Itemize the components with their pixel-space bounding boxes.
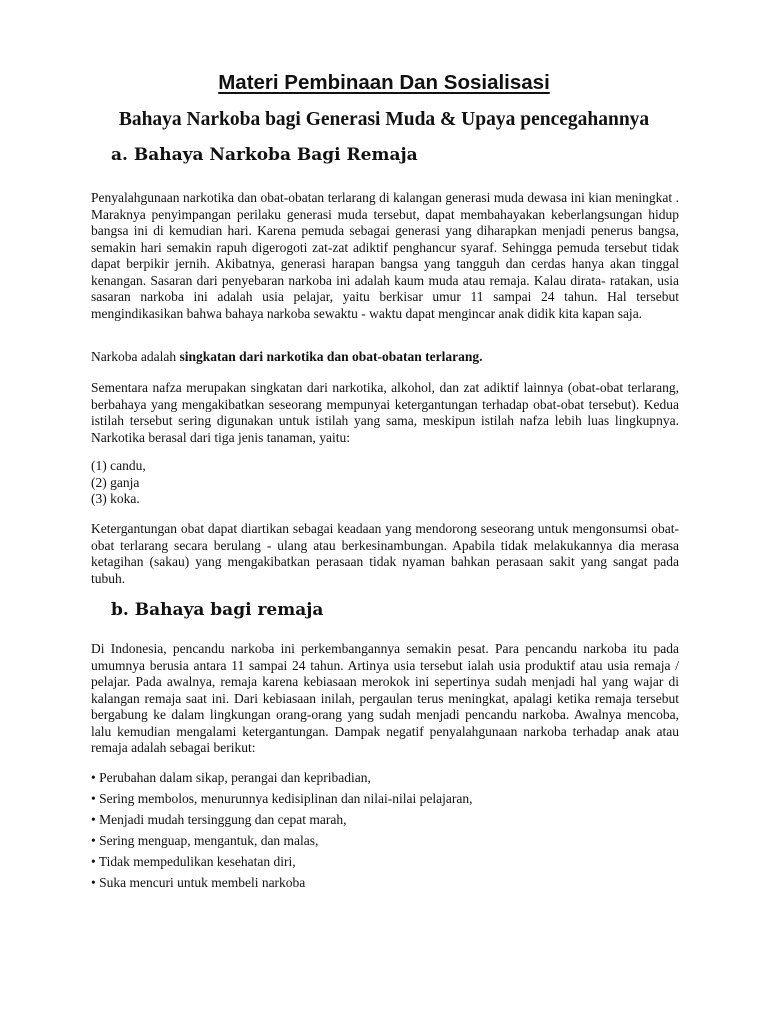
effects-list [91,767,473,893]
plant-item: (2) ganja [91,474,140,490]
document-subtitle: Bahaya Narkoba bagi Generasi Muda & Upaya pencegahannya [118,109,650,130]
definition-prefix: Narkoba adalah [91,349,180,364]
effect-item: • Menjadi mudah tersinggung dan cepat marah, [91,812,347,827]
section-a-paragraph-3: Ketergantungan obat dapat diartikan sebagai keadaan yang mendorong seseorang untuk mengonsumsi obat-obat terlarang secara berulang - ulang atau berkesinambungan. Apabila tidak melakukannya dia merasa ketagihan (sakau) yang mengakibatkan perasaan tidak nyaman bahkan perasaan sakit yang sangat pada tubuh. [91,521,679,586]
effect-item: • Perubahan dalam sikap, perangai dan kepribadian, [91,770,371,785]
plant-item: (1) candu, [91,458,146,473]
effect-item: • Tidak mempedulikan kesehatan diri, [91,854,296,869]
section-b-paragraph: Di Indonesia, pencandu narkoba ini perkembangannya semakin pesat. Para pencandu narkoba itu pada umumnya berusia antara 11 sampai 24 tahun. Artinya usia tersebut ialah usia produktif atau usia remaja / pelajar. Pada awalnya, remaja karena kebiasaan merokok ini sepertinya sudah menjadi hal yang wajar di kalangan remaja saat ini. Dari kebiasaan inilah, pergaulan terus meningkat, apalagi ketika remaja tersebut bergabung ke dalam lingkungan orang-orang yang sudah menjadi pencandu narkoba. Awalnya mencoba, lalu kemudian mengalami ketergantungan. Dampak negatif penyalahgunaan narkoba terhadap anak atau remaja adalah sebagai berikut: [91,641,679,755]
effect-item: • Sering membolos, menurunnya kedisiplinan dan nilai-nilai pelajaran, [91,791,473,806]
effect-item: • Suka mencuri untuk membeli narkoba [91,875,306,890]
plant-item: (3) koka. [91,491,140,506]
effect-item: • Sering menguap, mengantuk, dan malas, [91,833,319,848]
narkoba-definition [91,349,679,366]
definition-bold: singkatan dari narkotika dan obat-obatan terlarang. [179,349,483,364]
section-b-heading: b. Bahaya bagi remaja [111,600,324,620]
section-a-paragraph-2: Sementara nafza merupakan singkatan dari narkotika, alkohol, dan zat adiktif lainnya (obat-obat terlarang, berbahaya yang mengakibatkan seseorang mempunyai ketergantungan terhadap obat-obat tersebut). Kedua istilah tersebut sering digunakan untuk istilah yang sama, meskipun istilah nafza lebih luas lingkupnya. Narkotika berasal dari tiga jenis tanaman, yaitu: [91,380,679,445]
document-title: Materi Pembinaan Dan Sosialisasi [218,71,550,94]
section-a-paragraph-1: Penyalahgunaan narkotika dan obat-obatan terlarang di kalangan generasi muda dewasa ini kian meningkat . Maraknya penyimpangan perilaku generasi muda tersebut, dapat membahayakan keberlangsungan hidup bangsa ini di kemudian hari. Karena pemuda sebagai generasi yang diharapkan menjadi penerus bangsa, semakin hari semakin rapuh digerogoti zat-zat adiktif penghancur syaraf. Sehingga pemuda tersebut tidak dapat berpikir jernih. Akibatnya, generasi harapan bangsa yang tangguh dan cerdas hanya akan tinggal kenangan. Sasaran dari penyebaran narkoba ini adalah kaum muda atau remaja. Kalau dirata- ratakan, usia sasaran narkoba ini adalah usia pelajar, yaitu berkisar umur 11 sampai 24 tahun. Hal tersebut mengindikasikan bahwa bahaya narkoba sewaktu - waktu dapat mengincar anak didik kita kapan saja. [91,190,679,321]
section-a-heading: a. Bahaya Narkoba Bagi Remaja [111,145,418,165]
plant-list [91,458,146,508]
